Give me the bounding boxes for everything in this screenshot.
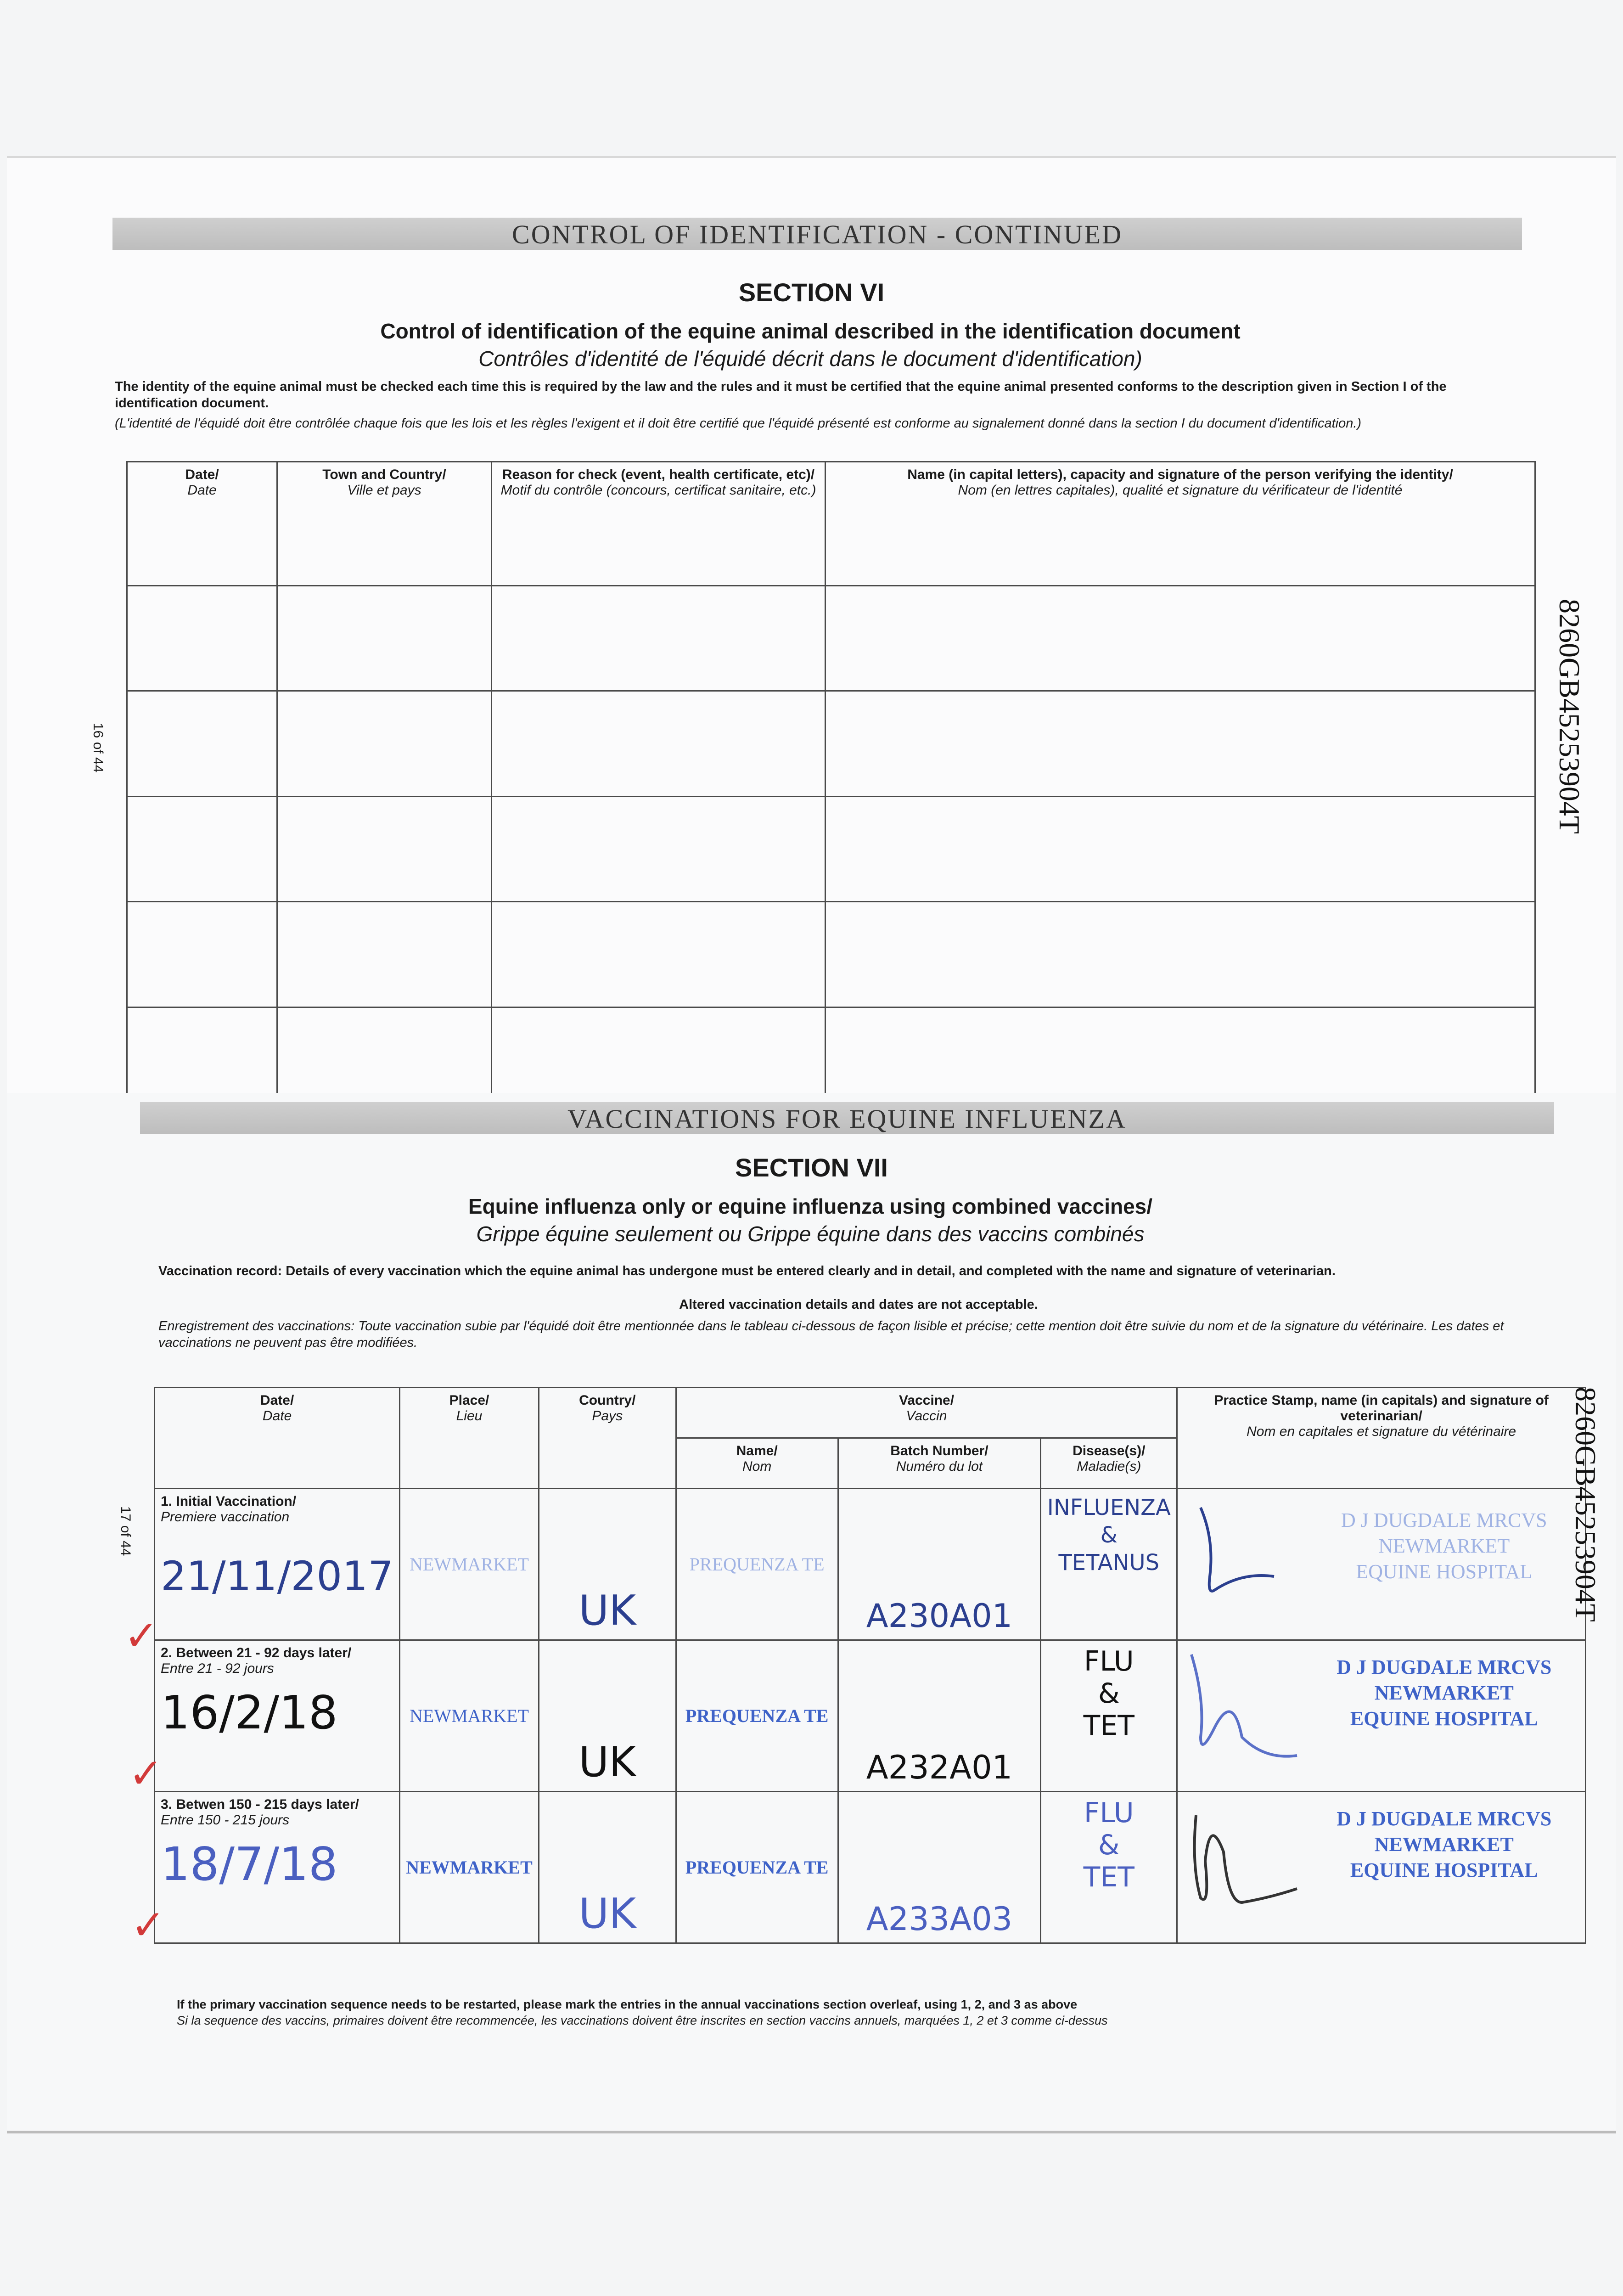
batch-number: A230A01: [866, 1597, 1013, 1635]
col-disease: Disease(s)/ Maladie(s): [1041, 1438, 1177, 1489]
place-stamp: NEWMARKET: [406, 1857, 533, 1878]
section-vii-heading: SECTION VII: [735, 1153, 888, 1182]
stamp-line: NEWMARKET: [1374, 1682, 1514, 1704]
row-label-en: 2. Between 21 - 92 days later/: [161, 1645, 352, 1660]
col-verifier: Name (in capital letters), capacity and signature of the person verifying the identity/ Nom (en lettres capitales), qualité et signature du vérificateur de l'identité: [826, 462, 1535, 586]
page-number-16: 16 of 44: [90, 723, 106, 773]
vac-date-cell: [155, 1640, 400, 1792]
vaccine-name-stamp: PREQUENZA TE: [685, 1857, 829, 1878]
batch-number: A233A03: [866, 1900, 1013, 1938]
col-batch: Batch Number/ Numéro du lot: [838, 1438, 1041, 1489]
disease-line: &: [1100, 1522, 1118, 1548]
vac-date: 21/11/2017: [161, 1553, 394, 1600]
col-vac-name: Name/ Nom: [676, 1438, 838, 1489]
country: UK: [578, 1738, 636, 1786]
page-17: [7, 1093, 1616, 2133]
stamp-line: D J DUGDALE MRCVS: [1341, 1509, 1547, 1531]
doc-id-top: 8260GB45253904T: [1553, 599, 1586, 834]
vac-date: 16/2/18: [161, 1686, 338, 1739]
stamp-line: NEWMARKET: [1378, 1535, 1510, 1557]
col-practice-stamp: Practice Stamp, name (in capitals) and signature of veterinarian/ Nom en capitales et signature du vétérinaire: [1177, 1388, 1586, 1489]
disease-line: TET: [1083, 1861, 1134, 1893]
col-vaccine: Vaccine/ Vaccin: [676, 1388, 1177, 1438]
row-label-en: 1. Initial Vaccination/: [161, 1494, 297, 1509]
batch-number: A232A01: [866, 1749, 1013, 1786]
page-16: [7, 156, 1616, 1122]
section-vi-note-en: The identity of the equine animal must be checked each time this is required by the law and the rules and it must be certified that the equine animal presented conforms to the description given in Section I of the identification document.: [115, 379, 1447, 411]
disease-line: FLU: [1084, 1645, 1134, 1677]
col-town-country: Town and Country/ Ville et pays: [277, 462, 492, 586]
check-mark: ✓: [124, 1613, 159, 1659]
vaccination-table: [154, 1387, 1586, 1944]
col-date: Date/ Date: [127, 462, 277, 586]
table-row: [127, 691, 1535, 796]
vet-signature: [1187, 1503, 1279, 1609]
check-mark: ✓: [131, 1902, 166, 1948]
vet-signature: [1182, 1645, 1302, 1765]
table-row: [127, 902, 1535, 1007]
table-row: [127, 796, 1535, 901]
col-reason: Reason for check (event, health certificate, etc)/ Motif du contrôle (concours, certificat sanitaire, etc.): [492, 462, 826, 586]
section-vi-title-en: Control of identification of the equine animal described in the identification document: [380, 319, 1241, 343]
disease-line: TETANUS: [1058, 1550, 1160, 1576]
col-vac-country: Country/ Pays: [539, 1388, 676, 1489]
vaccination-note-fr: Enregistrement des vaccinations: Toute vaccination subie par l'équidé doit être mentionnée dans le tableau ci-dessous de façon lisible et précise; cette mention doit être suivie du nom et de la signature du vétérinaire. Les dates et vaccinations ne peuvent pas être modifiées.: [158, 1319, 1504, 1350]
vaccination-note-alter: Altered vaccination details and dates are not acceptable.: [679, 1297, 1038, 1312]
disease-line: FLU: [1084, 1797, 1134, 1829]
vet-signature: [1182, 1797, 1302, 1916]
row-label-fr: Premiere vaccination: [161, 1509, 290, 1525]
col-vac-date: Date/ Date: [155, 1388, 400, 1489]
col-vac-place: Place/ Lieu: [400, 1388, 539, 1489]
doc-id-bottom: 8260GB45253904T: [1569, 1387, 1602, 1622]
table-row: [127, 586, 1535, 691]
vac-date-cell: [155, 1489, 400, 1640]
section-vii-title-fr: Grippe équine seulement ou Grippe équine dans des vaccins combinés: [476, 1222, 1145, 1246]
vaccination-note-en: Vaccination record: Details of every vaccination which the equine animal has undergone must be entered clearly and in detail, and completed with the name and signature of veterinarian.: [158, 1264, 1336, 1278]
check-mark: ✓: [129, 1751, 163, 1797]
country: UK: [578, 1890, 636, 1938]
section-vi-note-fr: (L'identité de l'équidé doit être contrôlée chaque fois que les lois et les règles l'exigent et il doit être certifié que l'équidé présenté est conforme au signalement donné dans la section I du document d'identification.): [115, 416, 1362, 431]
disease-line: INFLUENZA: [1047, 1495, 1171, 1520]
page-number-17: 17 of 44: [118, 1506, 133, 1556]
disease-line: &: [1098, 1829, 1120, 1861]
disease-line: TET: [1083, 1710, 1134, 1742]
section-vi-heading: SECTION VI: [738, 278, 885, 307]
vaccine-name-stamp: PREQUENZA TE: [685, 1705, 829, 1726]
stamp-line: EQUINE HOSPITAL: [1356, 1560, 1533, 1583]
table-row: [155, 1792, 1586, 1943]
place-stamp: NEWMARKET: [410, 1705, 529, 1726]
stamp-line: EQUINE HOSPITAL: [1350, 1707, 1538, 1730]
row-label-en: 3. Betwen 150 - 215 days later/: [161, 1797, 359, 1812]
place-stamp: NEWMARKET: [410, 1554, 529, 1575]
stamp-line: NEWMARKET: [1374, 1833, 1514, 1856]
identity-table-header: [127, 462, 1535, 586]
section-vi-title-fr: Contrôles d'identité de l'équidé décrit dans le document d'identification): [478, 347, 1142, 371]
disease-line: &: [1098, 1677, 1120, 1710]
row-label-fr: Entre 150 - 215 jours: [161, 1812, 290, 1828]
stamp-line: EQUINE HOSPITAL: [1350, 1859, 1538, 1881]
row-label-fr: Entre 21 - 92 jours: [161, 1661, 274, 1676]
vac-date-cell: [155, 1792, 400, 1943]
band-title-control: CONTROL OF IDENTIFICATION - CONTINUED: [112, 218, 1522, 250]
section-vii-title-en: Equine influenza only or equine influenza using combined vaccines/: [468, 1194, 1153, 1218]
table-row: [155, 1489, 1586, 1640]
footer-note-fr: Si la sequence des vaccins, primaires doivent être recommencée, les vaccinations doivent être inscrites en section vaccins annuels, marquées 1, 2 et 3 comme ci-dessus: [177, 2014, 1108, 2027]
country: UK: [578, 1587, 636, 1635]
stamp-line: D J DUGDALE MRCVS: [1337, 1656, 1552, 1678]
vac-date: 18/7/18: [161, 1837, 338, 1891]
identity-check-table: [126, 461, 1536, 1113]
band-title-vaccinations: VACCINATIONS FOR EQUINE INFLUENZA: [140, 1102, 1554, 1134]
table-row: [155, 1640, 1586, 1792]
vaccine-name-stamp: PREQUENZA TE: [689, 1554, 825, 1575]
stamp-line: D J DUGDALE MRCVS: [1337, 1807, 1552, 1830]
footer-note-en: If the primary vaccination sequence needs to be restarted, please mark the entries in the annual vaccinations section overleaf, using 1, 2, and 3 as above: [177, 1998, 1078, 2011]
